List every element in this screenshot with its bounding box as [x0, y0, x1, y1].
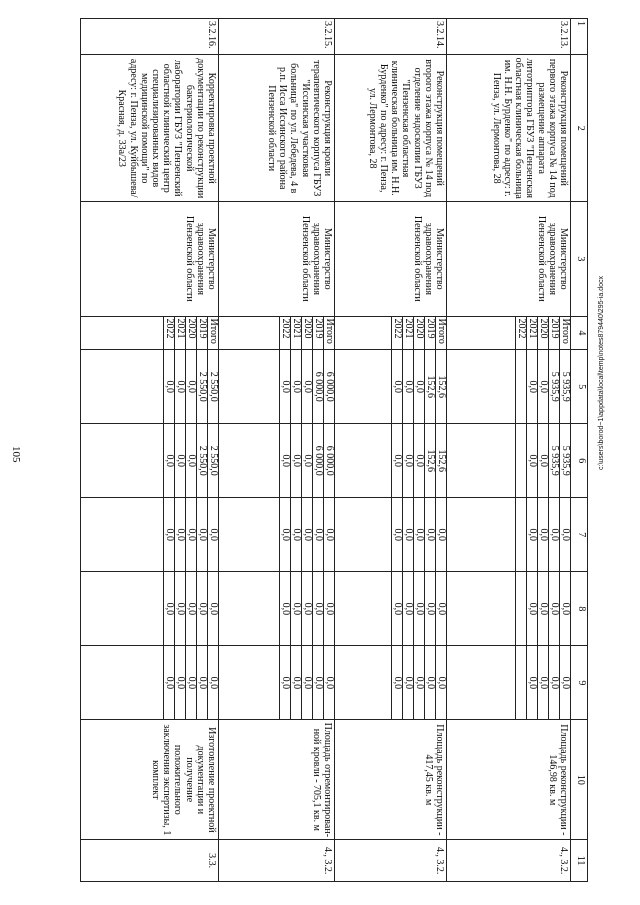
value-cell: 0,0: [302, 424, 313, 497]
value-cell: 0,0: [291, 572, 302, 645]
value-cell: 0,0: [324, 498, 335, 571]
executor: Министерство здравоохранения Пензенской области: [81, 202, 219, 316]
value-cell: 0,0: [280, 646, 291, 719]
year-cell: 2022: [516, 317, 527, 350]
value-cell: 0,0: [436, 498, 447, 571]
value-cell: 0,0: [164, 572, 175, 645]
table-row: [335, 19, 447, 882]
value-cell: 0,0: [392, 350, 403, 423]
value-cell: 0,0: [414, 572, 425, 645]
value-cell: 0,0: [302, 498, 313, 571]
value-cell: 0,0: [392, 572, 403, 645]
executor: Министерство здравоохранения Пензенской области: [219, 202, 335, 316]
table-row: [219, 19, 335, 882]
event-name: Реконструкция кровли терапевтического корпуса ГБУЗ "Иссинская участковая больница" по ул. Лебедева, 4 в р.п. Исса Иссинского района Пензенской области: [219, 55, 335, 202]
value-cell: 0,0: [392, 646, 403, 719]
year-cell: 2021: [291, 317, 302, 350]
year-cell: Итого: [208, 317, 219, 350]
value-cell: 0,0: [291, 424, 302, 497]
value-cell: 0,0: [392, 424, 403, 497]
value-cell: 5 935,9: [549, 350, 560, 423]
col8-values: [219, 572, 335, 646]
col6-values: [219, 424, 335, 498]
value-cell: 0,0: [403, 572, 414, 645]
indicator: Площадь реконструкции - 417,45 кв. м: [335, 720, 447, 840]
col-header: 1: [571, 19, 588, 55]
value-cell: 0,0: [291, 350, 302, 423]
value-cell: 0,0: [313, 498, 324, 571]
value-cell: 0,0: [527, 350, 538, 423]
value-cell: 2 550,0: [197, 424, 208, 497]
value-cell: 0,0: [527, 646, 538, 719]
year-cell: Итого: [324, 317, 335, 350]
value-cell: 0,0: [291, 646, 302, 719]
value-cell: 0,0: [414, 350, 425, 423]
value-cell: 0,0: [538, 572, 549, 645]
value-cell: 0,0: [403, 646, 414, 719]
year-cell: 2022: [164, 317, 175, 350]
value-cell: 0,0: [197, 646, 208, 719]
value-cell: 0,0: [403, 424, 414, 497]
value-cell: 2 550,0: [208, 350, 219, 423]
value-cell: 0,0: [186, 572, 197, 645]
col7-values: [335, 498, 447, 572]
year-list: [447, 316, 571, 350]
value-cell: 0,0: [392, 498, 403, 571]
col6-values: [335, 424, 447, 498]
value-cell: 0,0: [302, 572, 313, 645]
value-cell: 2 550,0: [197, 350, 208, 423]
value-cell: 2 550,0: [208, 424, 219, 497]
reference: 4., 3.2.: [447, 840, 571, 882]
value-cell: 0,0: [302, 646, 313, 719]
value-cell: 5 935,9: [560, 350, 571, 423]
executor: Министерство здравоохранения Пензенской области: [447, 202, 571, 316]
col-header: 8: [571, 572, 588, 646]
year-cell: 2019: [425, 317, 436, 350]
year-cell: 2021: [175, 317, 186, 350]
value-cell: 6 000,0: [313, 350, 324, 423]
col-header: 10: [571, 720, 588, 840]
row-number: 3.2.16.: [81, 19, 219, 55]
year-cell: 2022: [280, 317, 291, 350]
value-cell: 0,0: [175, 498, 186, 571]
col-header: 5: [571, 350, 588, 424]
value-cell: 0,0: [175, 350, 186, 423]
value-cell: 0,0: [186, 646, 197, 719]
reference: 4., 3.2.: [219, 840, 335, 882]
column-number-row: [571, 19, 588, 882]
year-cell: 2021: [403, 317, 414, 350]
indicator: Изготовление проектной документации и получение положительного заключения экспертизы, 1 комплект: [81, 720, 219, 840]
year-list: [219, 316, 335, 350]
row-number: 3.2.15.: [219, 19, 335, 55]
value-cell: 0,0: [538, 498, 549, 571]
year-cell: 2022: [392, 317, 403, 350]
col9-values: [81, 646, 219, 720]
value-cell: 0,0: [186, 498, 197, 571]
value-cell: 152,6: [436, 424, 447, 497]
page-number: 105: [10, 446, 22, 463]
col-header: 7: [571, 498, 588, 572]
value-cell: 0,0: [280, 572, 291, 645]
col-header: 11: [571, 840, 588, 882]
row-number: 3.2.13.: [447, 19, 571, 55]
col5-values: [447, 350, 571, 424]
value-cell: 0,0: [164, 424, 175, 497]
year-cell: 2020: [186, 317, 197, 350]
year-cell: 2019: [549, 317, 560, 350]
value-cell: 0,0: [549, 646, 560, 719]
value-cell: 0,0: [324, 646, 335, 719]
value-cell: 0,0: [436, 572, 447, 645]
value-cell: 0,0: [186, 424, 197, 497]
col-header: 4: [571, 316, 588, 350]
value-cell: 0,0: [208, 572, 219, 645]
row-number: 3.2.14.: [335, 19, 447, 55]
value-cell: 0,0: [549, 498, 560, 571]
value-cell: 0,0: [302, 350, 313, 423]
reference: 4., 3.2.: [335, 840, 447, 882]
value-cell: 0,0: [560, 572, 571, 645]
year-cell: 2021: [527, 317, 538, 350]
value-cell: 0,0: [175, 646, 186, 719]
value-cell: 0,0: [538, 350, 549, 423]
value-cell: 0,0: [164, 350, 175, 423]
value-cell: 6 000,0: [324, 350, 335, 423]
value-cell: 0,0: [560, 498, 571, 571]
reference: 3.3.: [81, 840, 219, 882]
value-cell: [516, 350, 527, 423]
col-header: 2: [571, 55, 588, 202]
value-cell: 152,6: [425, 424, 436, 497]
value-cell: 0,0: [403, 498, 414, 571]
value-cell: 0,0: [538, 424, 549, 497]
executor: Министерство здравоохранения Пензенской области: [335, 202, 447, 316]
value-cell: 0,0: [414, 498, 425, 571]
value-cell: 152,6: [436, 350, 447, 423]
year-cell: Итого: [436, 317, 447, 350]
footer-file-path: c:\users\borod~1\appdata\local\temp\notes879440\295-ia.docx: [598, 276, 605, 470]
value-cell: 0,0: [197, 498, 208, 571]
col8-values: [447, 572, 571, 646]
value-cell: 0,0: [549, 572, 560, 645]
value-cell: 0,0: [280, 350, 291, 423]
value-cell: 5 935,9: [549, 424, 560, 497]
indicator: Площадь отремонтирован-ной кровли - 705,1 кв. м: [219, 720, 335, 840]
col7-values: [81, 498, 219, 572]
value-cell: 0,0: [425, 646, 436, 719]
value-cell: [516, 646, 527, 719]
table-row: [81, 19, 219, 882]
event-name: Реконструкция помещений первого этажа корпуса № 14 под размещение аппарата литотриптора ГБУЗ "Пензенская областная клиническая больница им. Н.Н. Бурденко" по адресу: г. Пенза, ул. Лермонтова, 28: [447, 55, 571, 202]
year-list: [335, 316, 447, 350]
value-cell: 0,0: [403, 350, 414, 423]
year-cell: 2020: [414, 317, 425, 350]
value-cell: 5 935,9: [560, 424, 571, 497]
value-cell: 0,0: [414, 646, 425, 719]
value-cell: 0,0: [313, 646, 324, 719]
col5-values: [219, 350, 335, 424]
col7-values: [219, 498, 335, 572]
value-cell: 6 000,0: [324, 424, 335, 497]
col8-values: [81, 572, 219, 646]
value-cell: 0,0: [527, 498, 538, 571]
value-cell: 0,0: [291, 498, 302, 571]
col6-values: [447, 424, 571, 498]
value-cell: 152,6: [425, 350, 436, 423]
col6-values: [81, 424, 219, 498]
col9-values: [447, 646, 571, 720]
value-cell: 0,0: [164, 646, 175, 719]
col5-values: [335, 350, 447, 424]
year-list: [81, 316, 219, 350]
value-cell: 0,0: [280, 498, 291, 571]
value-cell: [516, 572, 527, 645]
value-cell: 0,0: [186, 350, 197, 423]
value-cell: 0,0: [313, 572, 324, 645]
col-header: 3: [571, 202, 588, 316]
value-cell: 6 000,0: [313, 424, 324, 497]
event-name: Корректировка проектной документации по реконструкции бактериологической лаборатории ГБУЗ "Пензенский областной клинический центр специализированных видов медицинской помощи" по адресу: г. Пенза, ул. Куйбышева/Красная, д. 33а/23: [81, 55, 219, 202]
value-cell: [516, 498, 527, 571]
value-cell: 0,0: [280, 424, 291, 497]
col9-values: [335, 646, 447, 720]
indicator: Площадь реконструкции - 146,98 кв. м: [447, 720, 571, 840]
col8-values: [335, 572, 447, 646]
year-cell: 2020: [302, 317, 313, 350]
event-name: Реконструкция помещений второго этажа корпуса № 14 под отделение эндоскопии ГБУЗ "Пензенская областная клиническая больница им. Н.Н. Бурденко" по адресу: г. Пенза, ул. Лермонтова, 28: [335, 55, 447, 202]
rotated-table-sheet: [86, 18, 588, 882]
value-cell: 0,0: [560, 646, 571, 719]
value-cell: 0,0: [197, 572, 208, 645]
table-row: [447, 19, 571, 882]
value-cell: 0,0: [527, 572, 538, 645]
value-cell: 0,0: [425, 498, 436, 571]
value-cell: 0,0: [208, 498, 219, 571]
value-cell: 0,0: [414, 424, 425, 497]
year-cell: 2019: [197, 317, 208, 350]
value-cell: 0,0: [425, 572, 436, 645]
value-cell: 0,0: [175, 572, 186, 645]
col-header: 6: [571, 424, 588, 498]
program-table: [80, 18, 588, 882]
year-cell: 2019: [313, 317, 324, 350]
col-header: 9: [571, 646, 588, 720]
value-cell: [516, 424, 527, 497]
value-cell: 0,0: [324, 572, 335, 645]
value-cell: 0,0: [164, 498, 175, 571]
value-cell: 0,0: [175, 424, 186, 497]
year-cell: Итого: [560, 317, 571, 350]
value-cell: 0,0: [436, 646, 447, 719]
col5-values: [81, 350, 219, 424]
col7-values: [447, 498, 571, 572]
value-cell: 0,0: [527, 424, 538, 497]
value-cell: 0,0: [538, 646, 549, 719]
col9-values: [219, 646, 335, 720]
value-cell: 0,0: [208, 646, 219, 719]
year-cell: 2020: [538, 317, 549, 350]
